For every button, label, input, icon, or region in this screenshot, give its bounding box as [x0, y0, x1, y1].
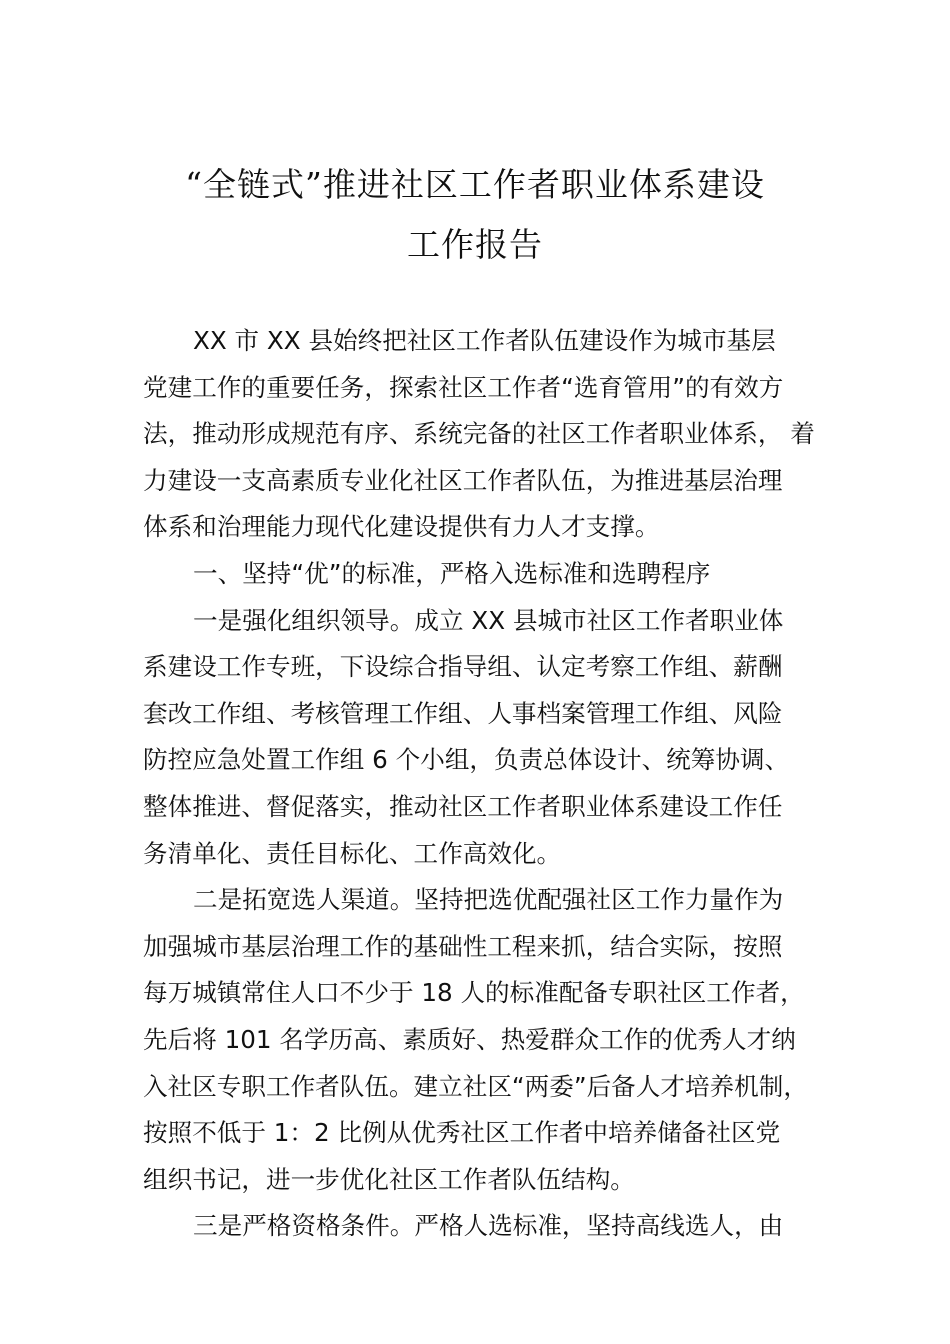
title-line-2: 工作报告 [407, 225, 543, 264]
body-line: 加强城市基层治理工作的基础性工程来抓，结合实际，按照 [143, 931, 783, 961]
body-line: 务清单化、责任目标化、工作高效化。 [143, 838, 562, 868]
title-line-1: “全链式”推进社区工作者职业体系建设 [185, 165, 765, 204]
body-line: 组织书记，进一步优化社区工作者队伍结构。 [143, 1164, 635, 1194]
body-line: 党建工作的重要任务，探索社区工作者“选育管用”的有效方 [143, 372, 784, 402]
body-line: 先后将 101 名学历高、素质好、热爱群众工作的优秀人才纳 [143, 1024, 796, 1054]
body-line: 套改工作组、考核管理工作组、人事档案管理工作组、风险 [143, 698, 783, 728]
document-title [0, 155, 950, 275]
body-line: 入社区专职工作者队伍。建立社区“两委”后备人才培养机制， [143, 1071, 808, 1101]
body-line: 一是强化组织领导。成立 XX 县城市社区工作者职业体 [193, 605, 784, 635]
body-line: 体系和治理能力现代化建设提供有力人才支撑。 [143, 512, 660, 542]
body-line: 力建设一支高素质专业化社区工作者队伍，为推进基层治理 [143, 465, 783, 495]
body-line: 二是拓宽选人渠道。坚持把选优配强社区工作力量作为 [193, 885, 784, 915]
body-line: 一、坚持“优”的标准，严格入选标准和选聘程序 [193, 558, 711, 588]
body-line: 防控应急处置工作组 6 个小组，负责总体设计、统筹协调、 [143, 745, 790, 775]
body-line: 系建设工作专班，下设综合指导组、认定考察工作组、薪酬 [143, 652, 783, 682]
body-line: 法，推动形成规范有序、系统完备的社区工作者职业体系， 着 [143, 419, 815, 449]
body-line: 按照不低于 1：2 比例从优秀社区工作者中培养储备社区党 [143, 1118, 781, 1148]
body-line: 整体推进、督促落实，推动社区工作者职业体系建设工作任 [143, 791, 783, 821]
body-line: XX 市 XX 县始终把社区工作者队伍建设作为城市基层 [193, 326, 776, 355]
document-body [143, 318, 823, 1250]
body-line: 三是严格资格条件。严格人选标准，坚持高线选人，由 [193, 1211, 784, 1241]
body-line: 每万城镇常住人口不少于 18 人的标准配备专职社区工作者， [143, 978, 805, 1008]
